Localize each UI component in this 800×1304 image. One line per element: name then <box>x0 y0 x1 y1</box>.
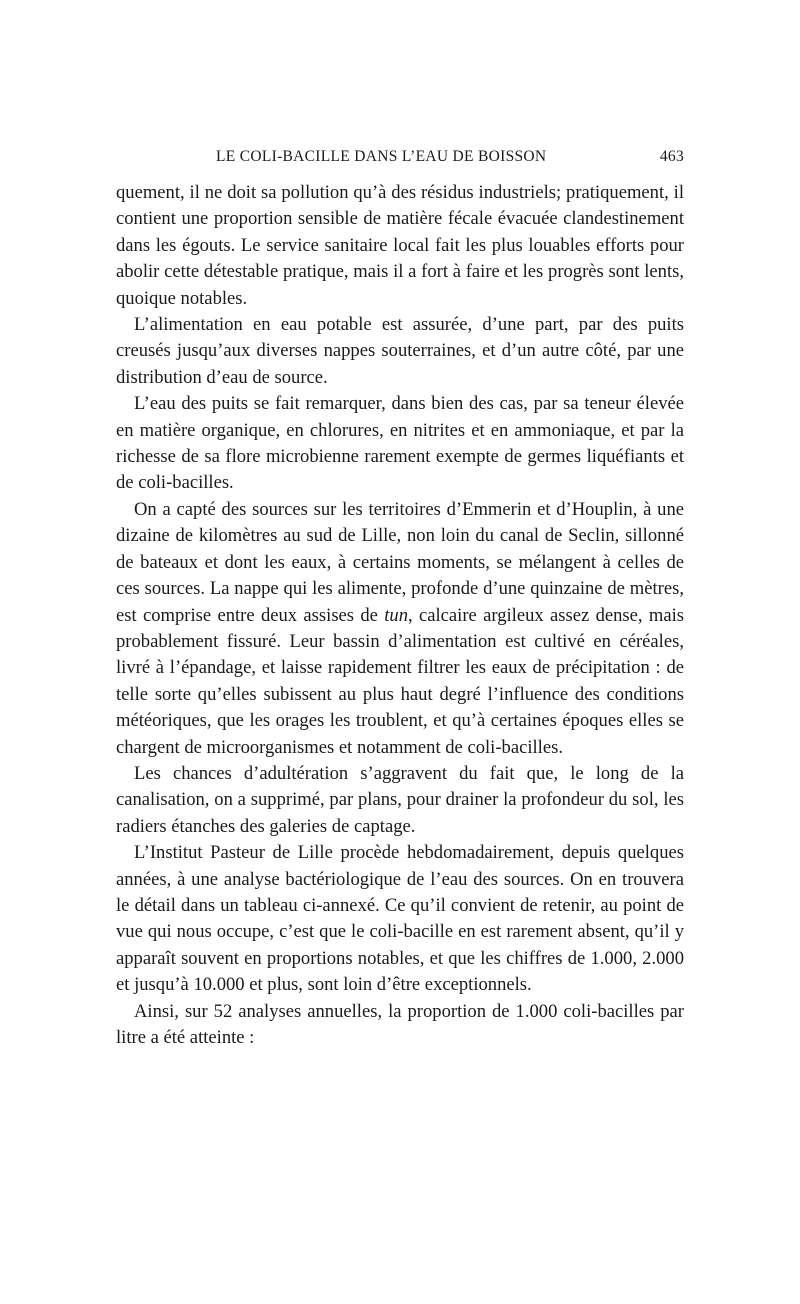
paragraph-sources <box>116 497 684 761</box>
body-text <box>116 180 684 1051</box>
page-number: 463 <box>659 148 684 165</box>
paragraph-institut-pasteur: L’Institut Pasteur de Lille procède hebdomadairement, depuis quelques années, à une analyse bactériologique de l’eau des sources. On en trouvera le détail dans un tableau ci-annexé. Ce qu’il convient de retenir, au point de vue qui nous occupe, c’est que le coli-bacille en est rarement absent, qu’il y apparaît souvent en proportions notables, et que les chiffres de 1.000, 2.000 et jusqu’à 10.000 et plus, sont loin d’être exceptionnels. <box>116 842 684 996</box>
paragraph-adulteration: Les chances d’adultération s’aggravent du fait que, le long de la canalisation, on a supprimé, par plans, pour drainer la profondeur du sol, les radiers étanches des galeries de captage. <box>116 762 684 837</box>
running-title: LE COLI-BACILLE DANS L’EAU DE BOISSON <box>216 148 547 165</box>
paragraph-analyses: Ainsi, sur 52 analyses annuelles, la proportion de 1.000 coli-bacilles par litre a été atteinte : <box>116 1000 684 1048</box>
paragraph-wells: L’eau des puits se fait remarquer, dans bien des cas, par sa teneur élevée en matière organique, en chlorures, en nitrites et en ammoniaque, et par la richesse de sa flore microbienne rarement exempte de germes liquéfiants et de coli-bacilles. <box>116 393 684 494</box>
paragraph-sources-part-2: , calcaire argileux assez dense, mais probablement fissuré. Leur bassin d’alimentation est cultivé en céréales, livré à l’épandage, et laisse rapidement filtrer les eaux de précipitation : de telle sorte qu’elles subissent au plus haut degré l’influence des conditions météoriques, que les orages les troublent, et qu’à certaines époques elles se chargent de microorganismes et notamment de coli-bacilles. <box>116 604 685 758</box>
paragraph-continuation: quement, il ne doit sa pollution qu’à des résidus industriels; pratiquement, il contient une proportion sensible de matière fécale évacuée clandestinement dans les égouts. Le service sanitaire local fait les plus louables efforts pour abolir cette détestable pratique, mais il a fort à faire et les progrès sont lents, quoique notables. <box>116 182 684 309</box>
paragraph-sources-part-1: On a capté des sources sur les territoires d’Emmerin et d’Houplin, à une dizaine de kilomètres au sud de Lille, non loin du canal de Seclin, sillonné de bateaux et dont les eaux, à certains moments, se mélangent à celles de ces sources. La nappe qui les alimente, profonde d’une quinzaine de mètres, est comprise entre deux assises de <box>116 498 684 626</box>
paragraph-sources-italic-term: tun <box>384 604 409 626</box>
running-head <box>116 148 684 172</box>
paragraph-water-supply: L’alimentation en eau potable est assurée, d’une part, par des puits creusés jusqu’aux diverses nappes souterraines, et d’un autre côté, par une distribution d’eau de source. <box>116 314 684 388</box>
book-page <box>116 148 684 1051</box>
